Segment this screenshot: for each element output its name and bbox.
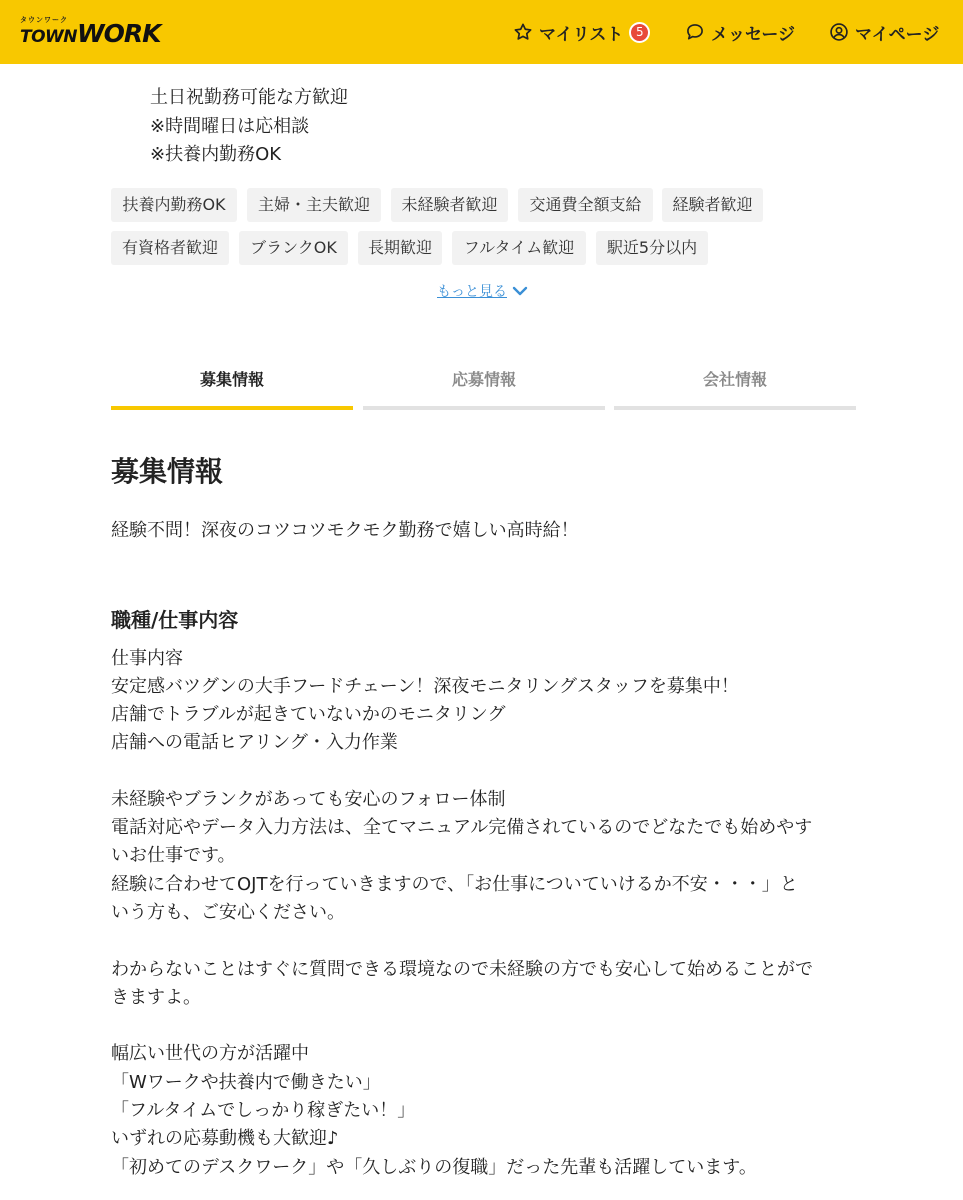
mypage-label: マイページ [855,24,940,45]
job-description-line: 「初めてのデスクワーク」や「久しぶりの復職」だった先輩も活躍しています。 [111,1157,757,1178]
feature-tag: 未経験者歓迎 [391,188,508,222]
feature-tag: 駅近5分以内 [596,231,708,265]
show-more-link[interactable] [437,281,528,301]
tab-company-info[interactable]: 会社情報 [614,360,856,410]
speech-bubble-icon [685,22,705,42]
job-description-line: 電話対応やデータ入力方法は、全てマニュアル完備されているのでどなたでも始めやす [111,817,813,838]
mylist-label: マイリスト [539,24,624,45]
chevron-down-icon [512,285,528,297]
condition-line: ※扶養内勤務OK [150,144,282,165]
section-title: 募集情報 [111,455,224,488]
job-description-line: 「フルタイムでしっかり稼ぎたい！」 [111,1100,416,1121]
logo-town: TOWN [20,27,78,47]
townwork-logo[interactable] [20,15,170,47]
feature-tag: 長期歓迎 [358,231,442,265]
job-description-line: わからないことはすぐに質問できる環境なので未経験の方でも安心して始めることがで [111,959,813,980]
job-description-line: 店舗でトラブルが起きていないかのモニタリング [111,704,506,725]
feature-tag: 有資格者歓迎 [111,231,229,265]
job-description-line: いう方も、ご安心ください。 [111,902,345,923]
job-description-line: 幅広い世代の方が活躍中 [111,1043,309,1064]
job-description-line: いずれの応募動機も大歓迎♪ [111,1128,339,1149]
job-description-line: 仕事内容 [111,648,183,669]
logo-kana: タウンワーク [20,16,68,24]
mylist-count-badge: 5 [629,22,650,43]
feature-tag: 経験者歓迎 [662,188,763,222]
feature-tag: ブランクOK [239,231,348,265]
star-icon [513,22,533,42]
job-description-line: 安定感バツグンの大手フードチェーン！深夜モニタリングスタッフを募集中！ [111,676,739,697]
job-description-line: 店舗への電話ヒアリング・入力作業 [111,732,398,753]
catch-copy: 経験不問！深夜のコツコツモクモク勤務で嬉しい高時給！ [111,520,579,541]
logo-work: WORK [77,19,161,48]
feature-tag: 扶養内勤務OK [111,188,237,222]
condition-line: ※時間曜日は応相談 [150,116,310,137]
mypage-link[interactable] [829,0,939,64]
feature-tag: フルタイム歓迎 [452,231,586,265]
tab-recruitment-info[interactable]: 募集情報 [111,360,353,410]
condition-line: 土日祝勤務可能な方歓迎 [150,87,348,108]
tab-application-info[interactable]: 応募情報 [363,360,605,410]
message-link[interactable] [685,0,795,64]
mylist-link[interactable] [513,0,650,64]
feature-tag: 交通費全額支給 [518,188,653,222]
user-circle-icon [829,22,849,42]
logo-text [20,21,160,50]
job-description-line: きますよ。 [111,987,201,1008]
job-description-line: 未経験やブランクがあっても安心のフォロー体制 [111,789,506,810]
site-header [0,0,963,64]
job-type-heading: 職種/仕事内容 [111,608,239,632]
job-description-line: いお仕事です。 [111,845,236,866]
show-more-label: もっと見る [437,284,507,300]
job-description-line: 経験に合わせてOJTを行っていきますので、「お仕事についていけるか不安・・・」と [111,874,798,895]
job-description-line: 「Wワークや扶養内で働きたい」 [111,1072,381,1093]
feature-tag: 主婦・主夫歓迎 [247,188,381,222]
message-label: メッセージ [711,24,795,45]
